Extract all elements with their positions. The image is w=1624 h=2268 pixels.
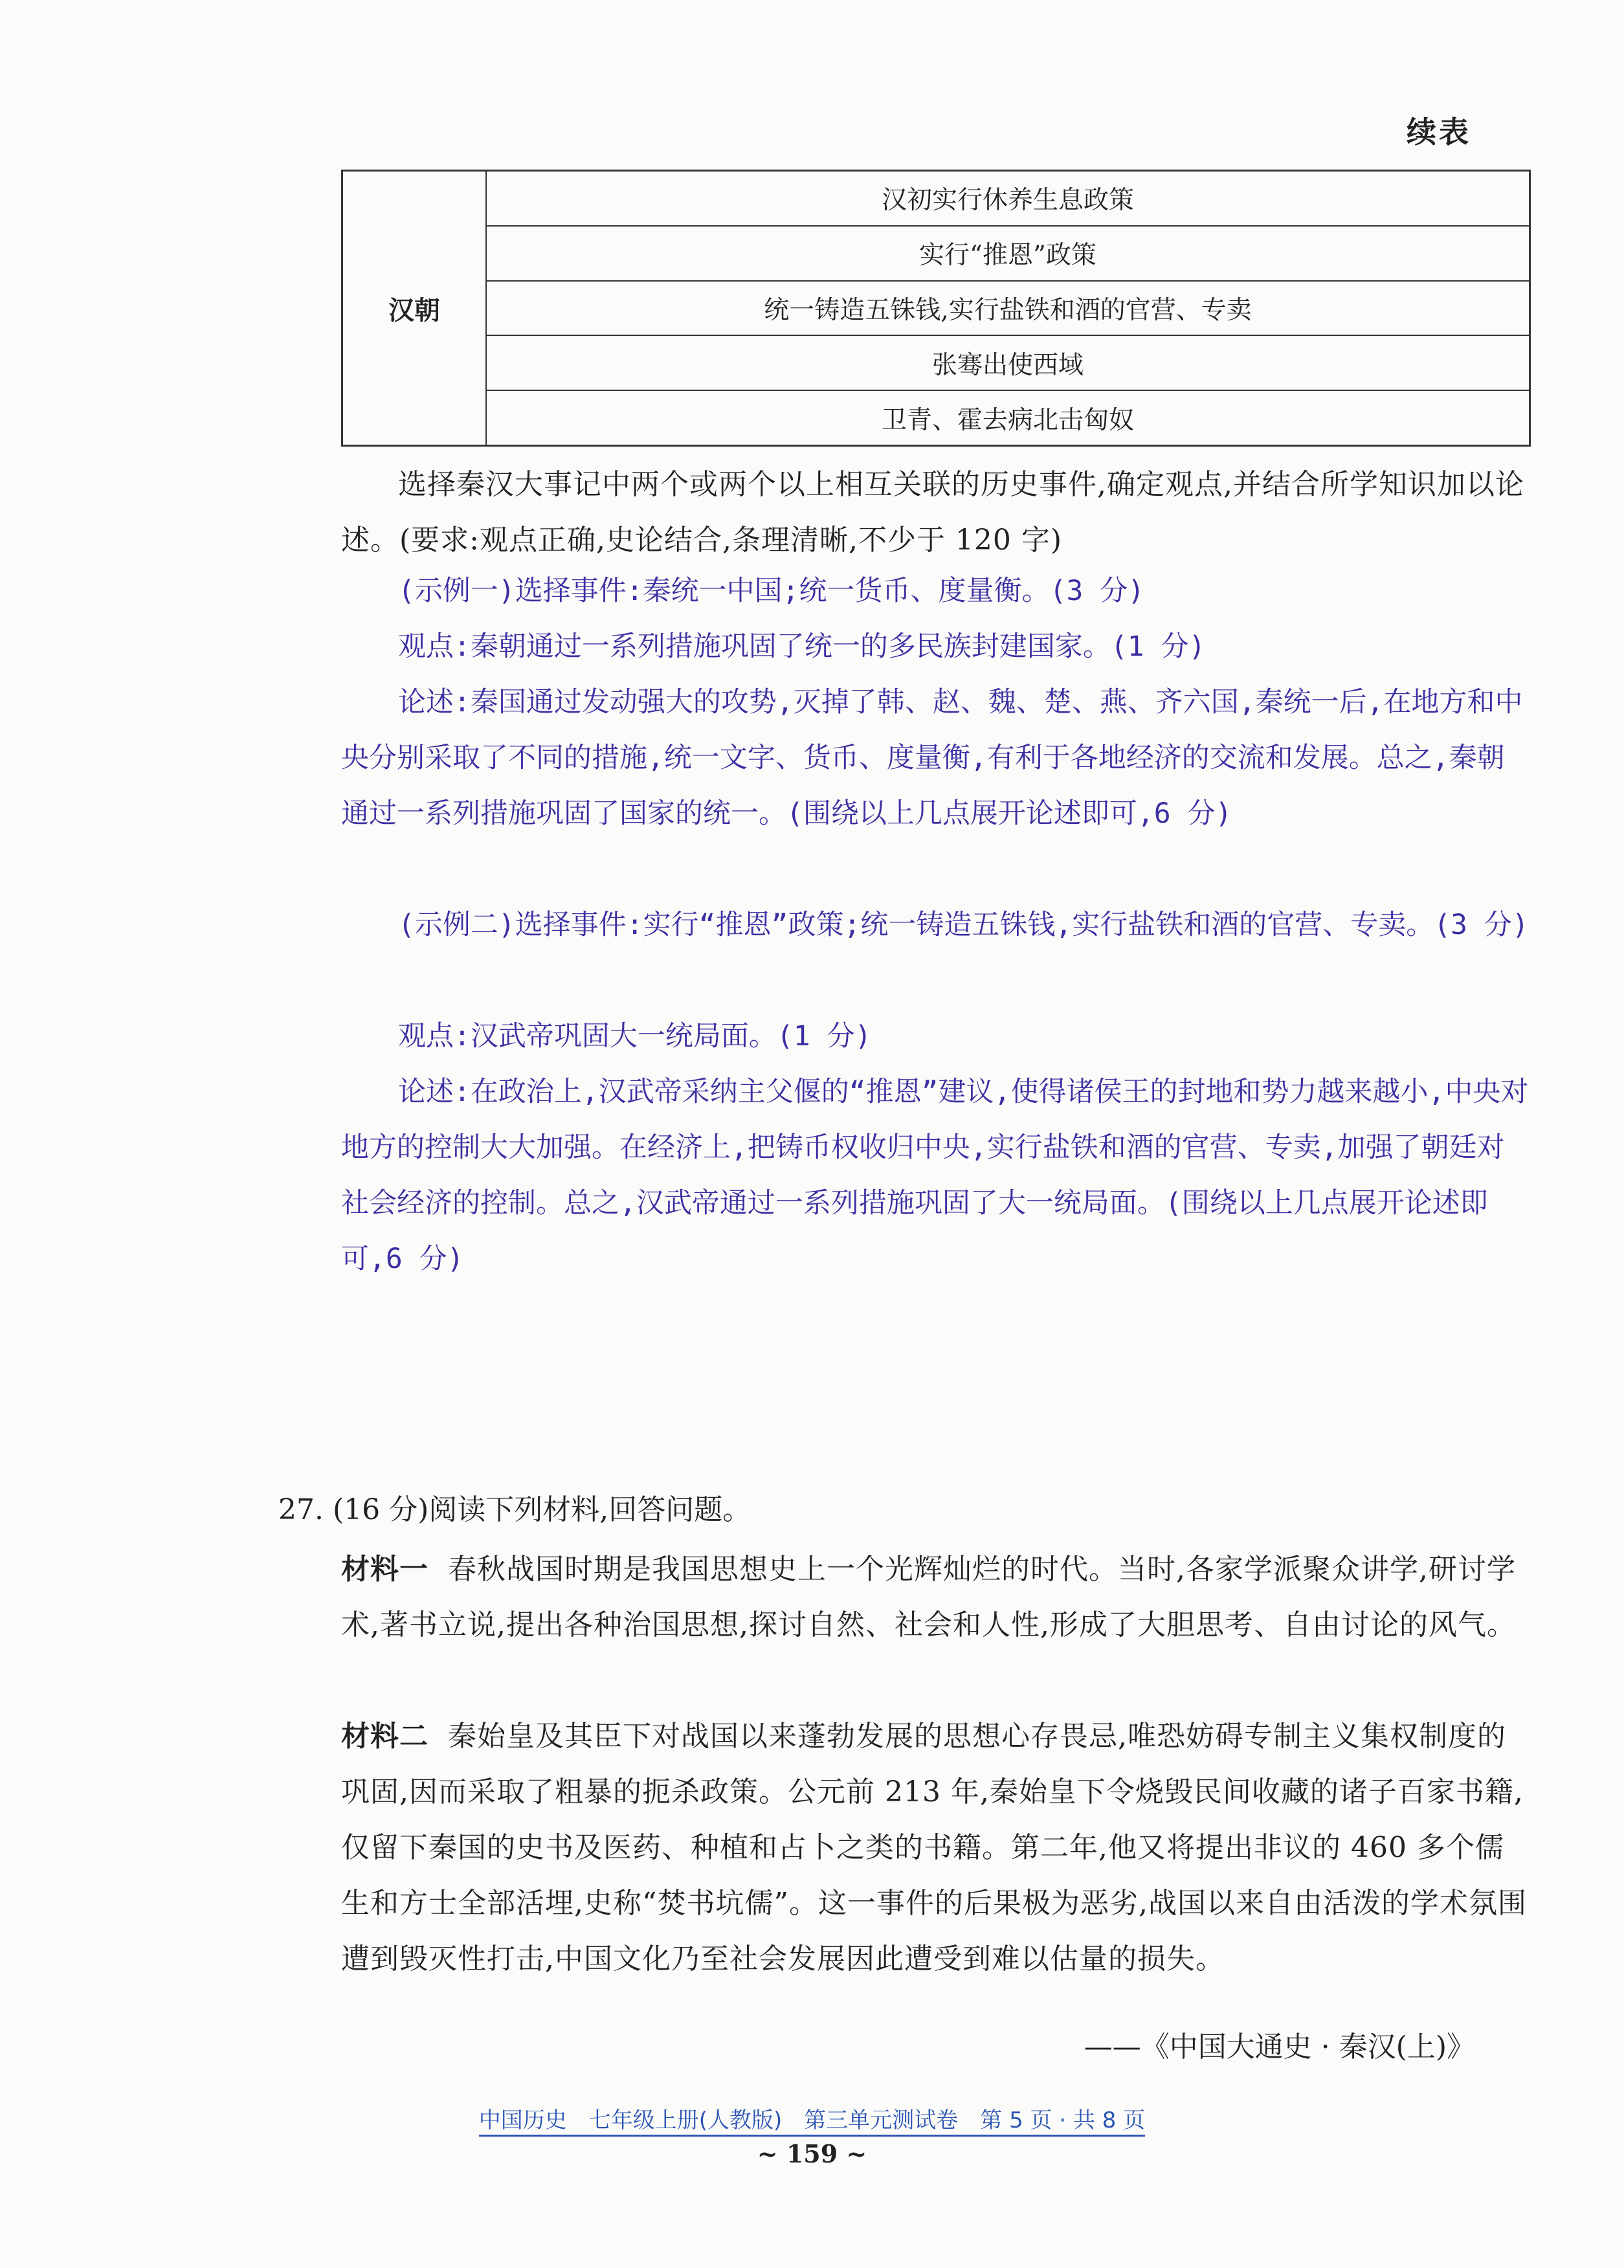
dynasty-cell: 汉朝: [342, 171, 487, 446]
material-2: [341, 1709, 1531, 1987]
example1-events: (示例一)选择事件:秦统一中国;统一货币、度量衡。(3 分): [398, 575, 1145, 607]
example1-view: 观点:秦朝通过一系列措施巩固了统一的多民族封建国家。(1 分): [398, 630, 1206, 663]
table-row: 实行“推恩”政策: [486, 226, 1530, 281]
table-row: 统一铸造五铢钱,实行盐铁和酒的官营、专卖: [486, 281, 1530, 336]
footer-line: 中国历史 七年级上册(人教版) 第三单元测试卷 第 5 页 · 共 8 页: [479, 2107, 1145, 2137]
page-number: ~ 159 ~: [757, 2139, 867, 2168]
example1-argument: 论述:秦国通过发动强大的攻势,灭掉了韩、赵、魏、楚、燕、齐六国,秦统一后,在地方和中央分别采取了不同的措施,统一文字、货币、度量衡,有利于各地经济的交流和发展。总之,秦朝通过一系列措施巩固了国家的统一。(围绕以上几点展开论述即可,6 分): [341, 686, 1523, 830]
example2-argument: 论述:在政治上,汉武帝采纳主父偃的“推恩”建议,使得诸侯王的封地和势力越来越小,中央对地方的控制大大加强。在经济上,把铸币权收归中央,实行盐铁和酒的官营、专卖,加强了朝廷对社会经济的控制。总之,汉武帝通过一系列措施巩固了大一统局面。(围绕以上几点展开论述即可,6 分): [341, 1076, 1529, 1275]
table-row: 张骞出使西域: [486, 335, 1530, 390]
material-source: ——《中国大通史 · 秦汉(上)》: [1084, 2030, 1475, 2063]
table-row: 卫青、霍去病北击匈奴: [486, 390, 1530, 445]
question-27-title: 27. (16 分)阅读下列材料,回答问题。: [278, 1493, 751, 1526]
example2-view: 观点:汉武帝巩固大一统局面。(1 分): [398, 1020, 872, 1052]
question-prompt: 选择秦汉大事记中两个或两个以上相互关联的历史事件,确定观点,并结合所学知识加以论述。(要求:观点正确,史论结合,条理清晰,不少于 120 字): [341, 468, 1524, 557]
material-1-label: 材料一: [341, 1553, 428, 1586]
dynasty-events-table: [341, 170, 1531, 447]
table-row: 汉初实行休养生息政策: [486, 171, 1530, 226]
material-1: [341, 1542, 1531, 1653]
continued-table-label: 续表: [1407, 115, 1471, 150]
page-footer: [0, 2102, 1624, 2134]
material-1-text: 春秋战国时期是我国思想史上一个光辉灿烂的时代。当时,各家学派聚众讲学,研讨学术,著书立说,提出各种治国思想,探讨自然、社会和人性,形成了大胆思考、自由讨论的风气。: [341, 1553, 1516, 1641]
material-2-label: 材料二: [341, 1720, 428, 1753]
material-2-text: 秦始皇及其臣下对战国以来蓬勃发展的思想心存畏忌,唯恐妨碍专制主义集权制度的巩固,因而采取了粗暴的扼杀政策。公元前 213 年,秦始皇下令烧毁民间收藏的诸子百家书籍,仅留下秦国的史书及医药、种植和占卜之类的书籍。第二年,他又将提出非议的 460 多个儒生和方士全部活埋,史称“焚书坑儒”。这一事件的后果极为恶劣,战国以来自由活泼的学术氛围遭到毁灭性打击,中国文化乃至社会发展因此遭受到难以估量的损失。: [341, 1720, 1527, 1975]
example2-events: (示例二)选择事件:实行“推恩”政策;统一铸造五铢钱,实行盐铁和酒的官营、专卖。(3 分): [398, 909, 1529, 941]
